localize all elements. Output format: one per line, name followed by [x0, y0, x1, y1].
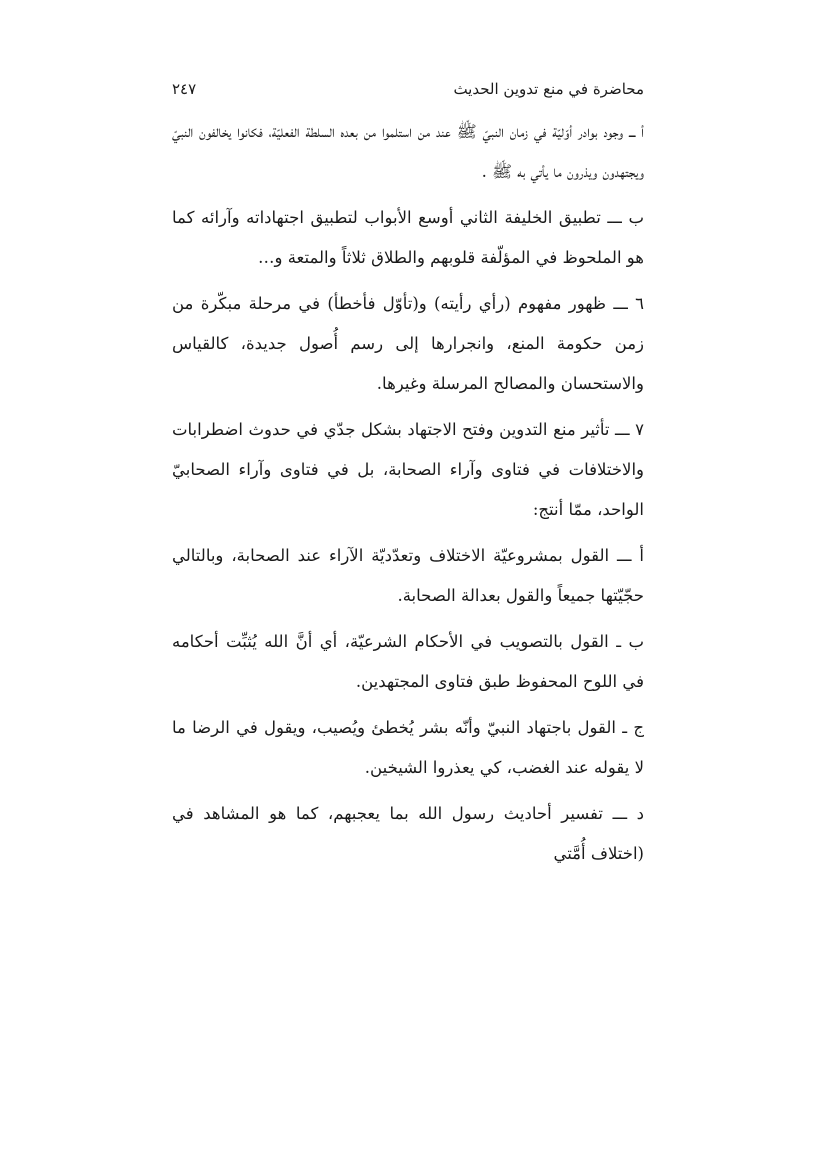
paragraph-1: أ ـــ وجود بوادر أوّليّة في زمان النبيّ ﷺ عند من استلموا من بعده السلطة الفعليّة، فكانوا يخالفون النبيّ ويجتهدون ويذرون ما يأتي به ﷺ . — [172, 122, 644, 181]
running-title: محاضرة في منع تدوين الحديث — [453, 80, 644, 98]
paragraph-5: أ ـــ القول بمشروعيّة الاختلاف وتعدّديّة الآراء عند الصحابة، وبالتالي حجّيّتها جميعاً والقول بعدالة الصحابة. — [172, 546, 644, 605]
page-header — [172, 80, 644, 108]
page-number: ٢٤٧ — [172, 80, 197, 98]
paragraph-6: ب ـ القول بالتصويب في الأحكام الشرعيّة، أي أنَّ الله يُثبِّت أحكامه في اللوح المحفوظ طبق فتاوى المجتهدين. — [172, 632, 644, 691]
paragraph-7: ج ـ القول باجتهاد النبيّ وأنّه بشر يُخطئ ويُصيب، ويقول في الرضا ما لا يقوله عند الغضب، كي يعذروا الشيخين. — [172, 718, 644, 777]
paragraph-8: د ـــ تفسير أحاديث رسول الله بما يعجبهم، كما هو المشاهد في (اختلاف أُمَّتي — [172, 804, 644, 863]
paragraph-4: ٧ ـــ تأثير منع التدوين وفتح الاجتهاد بشكل جدّي في حدوث اضطرابات والاختلافات في فتاوى وآراء الصحابة، بل في فتاوى وآراء الصحابيّ الواحد، ممّا أنتج: — [172, 420, 644, 519]
body-text — [172, 112, 644, 880]
paragraph-3: ٦ ـــ ظهور مفهوم (رأي رأيته) و(تأوّل فأخطأ) في مرحلة مبكّرة من زمن حكومة المنع، وانجرارها إلى رسم أُصول جديدة، كالقياس والاستحسان والمصالح المرسلة وغيرها. — [172, 294, 644, 393]
paragraph-2: ب ـــ تطبيق الخليفة الثاني أوسع الأبواب لتطبيق اجتهاداته وآرائه كما هو الملحوظ في المؤلّفة قلوبهم والطلاق ثلاثاً والمتعة و… — [172, 208, 644, 267]
